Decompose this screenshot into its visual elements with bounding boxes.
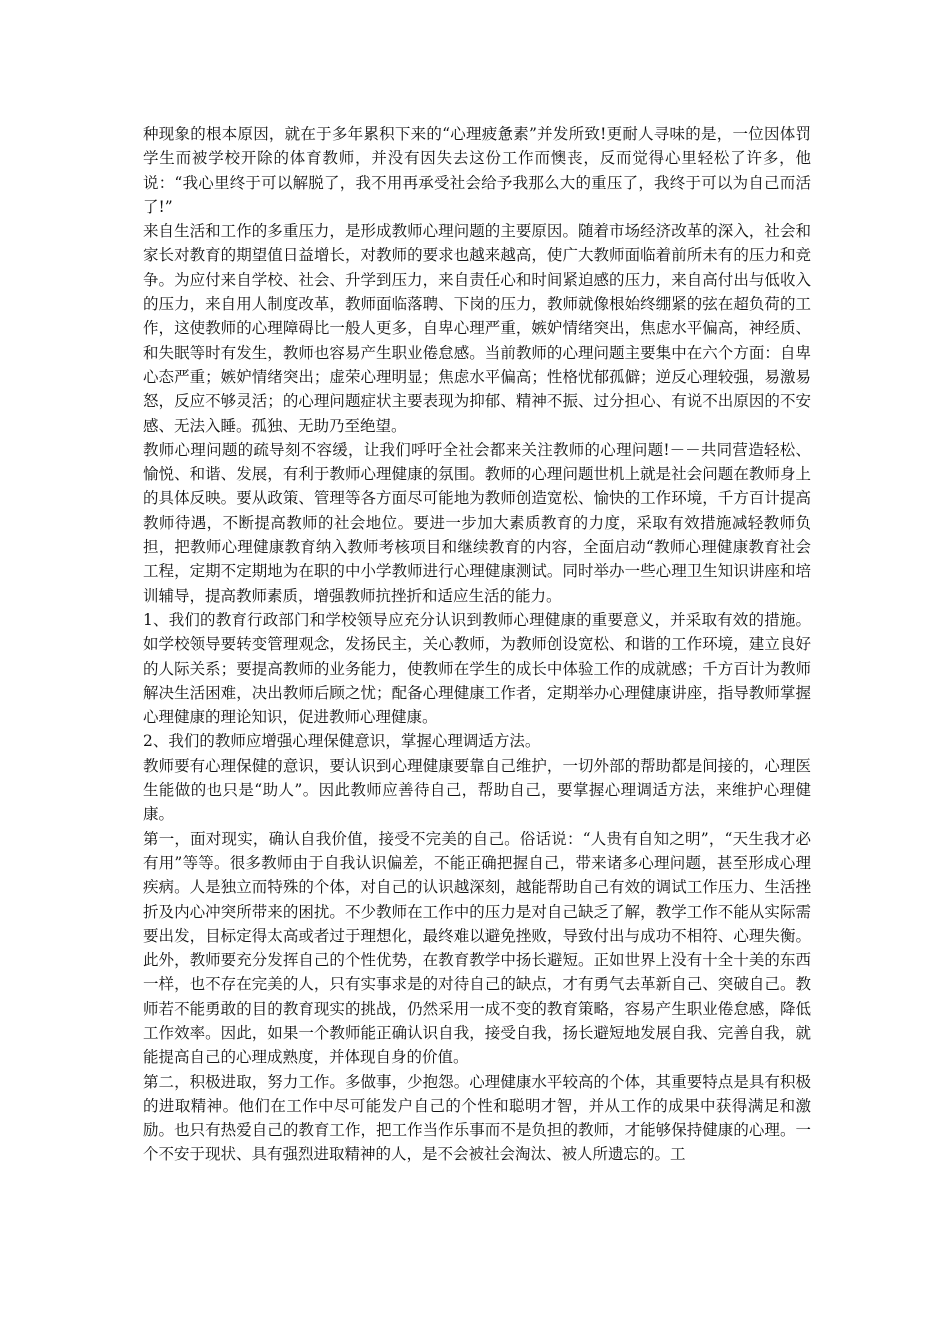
paragraph-7: 第一，面对现实，确认自我价值，接受不完美的自己。俗话说：“人贵有自知之明”，“天生我才必有用”等等。很多教师由于自我认识偏差，不能正确把握自己，带来诸多心理问题，甚至形成心理疾病。人是独立而特殊的个体，对自己的认识越深刻，越能帮助自己有效的调试工作压力、生活挫折及内心冲突所带来的困扰。不少教师在工作中的压力是对自己缺乏了解，教学工作不能从实际需要出发，目标定得太高或者过于理想化，最终难以避免挫败，导致付出与成功不相符、心理失衡。此外，教师要充分发挥自己的个性优势，在教育教学中扬长避短。正如世界上没有十全十美的东西一样，也不存在完美的人，只有实事求是的对待自己的缺点，才有勇气去革新自己、突破自己。教师若不能勇敢的目的教育现实的挑战，仍然采用一成不变的教育策略，容易产生职业倦怠感，降低工作效率。因此，如果一个教师能正确认识自我，接受自我，扬长避短地发展自我、完善自我，就能提高自己的心理成熟度，并体现自身的价值。 (143, 829, 811, 1067)
paragraph-1: 种现象的根本原因，就在于多年累积下来的“心理疲惫素”并发所致!更耐人寻味的是，一位因体罚学生而被学校开除的体育教师，并没有因失去这份工作而懊丧，反而觉得心里轻松了许多，他说：“我心里终于可以解脱了，我不用再承受社会给予我那么大的重压了，我终于可以为自己而活了!” (143, 125, 811, 216)
paragraph-2: 来自生活和工作的多重压力，是形成教师心理问题的主要原因。随着市场经济改革的深入，社会和家长对教育的期望值日益增长，对教师的要求也越来越高，使广大教师面临着前所未有的压力和竞争。为应付来自学校、社会、升学到压力，来自责任心和时间紧迫感的压力，来自高付出与低收入的压力，来自用人制度改革，教师面临落聘、下岗的压力，教师就像根始终绷紧的弦在超负荷的工作，这使教师的心理障碍比一般人更多，自卑心理严重，嫉妒情绪突出，焦虑水平偏高，神经质、和失眠等时有发生，教师也容易产生职业倦怠感。当前教师的心理问题主要集中在六个方面：自卑心态严重；嫉妒情绪突出；虚荣心理明显；焦虑水平偏高；性格忧郁孤僻；逆反心理较强，易激易怒，反应不够灵活；的心理问题症状主要表现为抑郁、精神不振、过分担心、有说不出原因的不安感、无法入睡。孤独、无助乃至绝望。 (143, 222, 811, 435)
paragraph-8: 第二，积极进取，努力工作。多做事，少抱怨。心理健康水平较高的个体，其重要特点是具有积极的进取精神。他们在工作中尽可能发户自己的个性和聪明才智，并从工作的成果中获得满足和激励。也只有热爱自己的教育工作，把工作当作乐事而不是负担的教师，才能够保持健康的心理。一个不安于现状、具有强烈进取精神的人，是不会被社会淘汰、被人所遗忘的。工 (143, 1072, 811, 1164)
paragraph-6: 教师要有心理保健的意识，要认识到心理健康要靠自己维护，一切外部的帮助都是间接的，心理医生能做的也只是“助人”。因此教师应善待自己，帮助自己，要掌握心理调适方法，来维护心理健康。 (143, 756, 811, 824)
document-body (143, 122, 811, 1167)
paragraph-5: 2、我们的教师应增强心理保健意识，掌握心理调适方法。 (143, 732, 541, 751)
paragraph-4: 1、我们的教育行政部门和学校领导应充分认识到教师心理健康的重要意义，并采取有效的措施。如学校领导要转变管理观念，发扬民主，关心教师，为教师创设宽松、和谐的工作环境，建立良好的人际关系；要提高教师的业务能力，使教师在学生的成长中体验工作的成就感；千方百计为教师解决生活困难，决出教师后顾之忧；配备心理健康工作者，定期举办心理健康讲座，指导教师掌握心理健康的理论知识，促进教师心理健康。 (143, 610, 811, 727)
paragraph-3: 教师心理问题的疏导刻不容缓，让我们呼吁全社会都来关注教师的心理问题!－－共同营造轻松、愉悦、和谐、发展，有利于教师心理健康的氛围。教师的心理问题世机上就是社会问题在教师身上的具体反映。要从政策、管理等各方面尽可能地为教师创造宽松、愉快的工作环境，千方百计提高教师待遇，不断提高教师的社会地位。要进一步加大素质教育的力度，采取有效措施减轻教师负担，把教师心理健康教育纳入教师考核项目和继续教育的内容，全面启动“教师心理健康教育社会工程，定期不定期地为在职的中小学教师进行心理健康测试。同时举办一些心理卫生知识讲座和培训辅导，提高教师素质，增强教师抗挫折和适应生活的能力。 (143, 440, 811, 605)
